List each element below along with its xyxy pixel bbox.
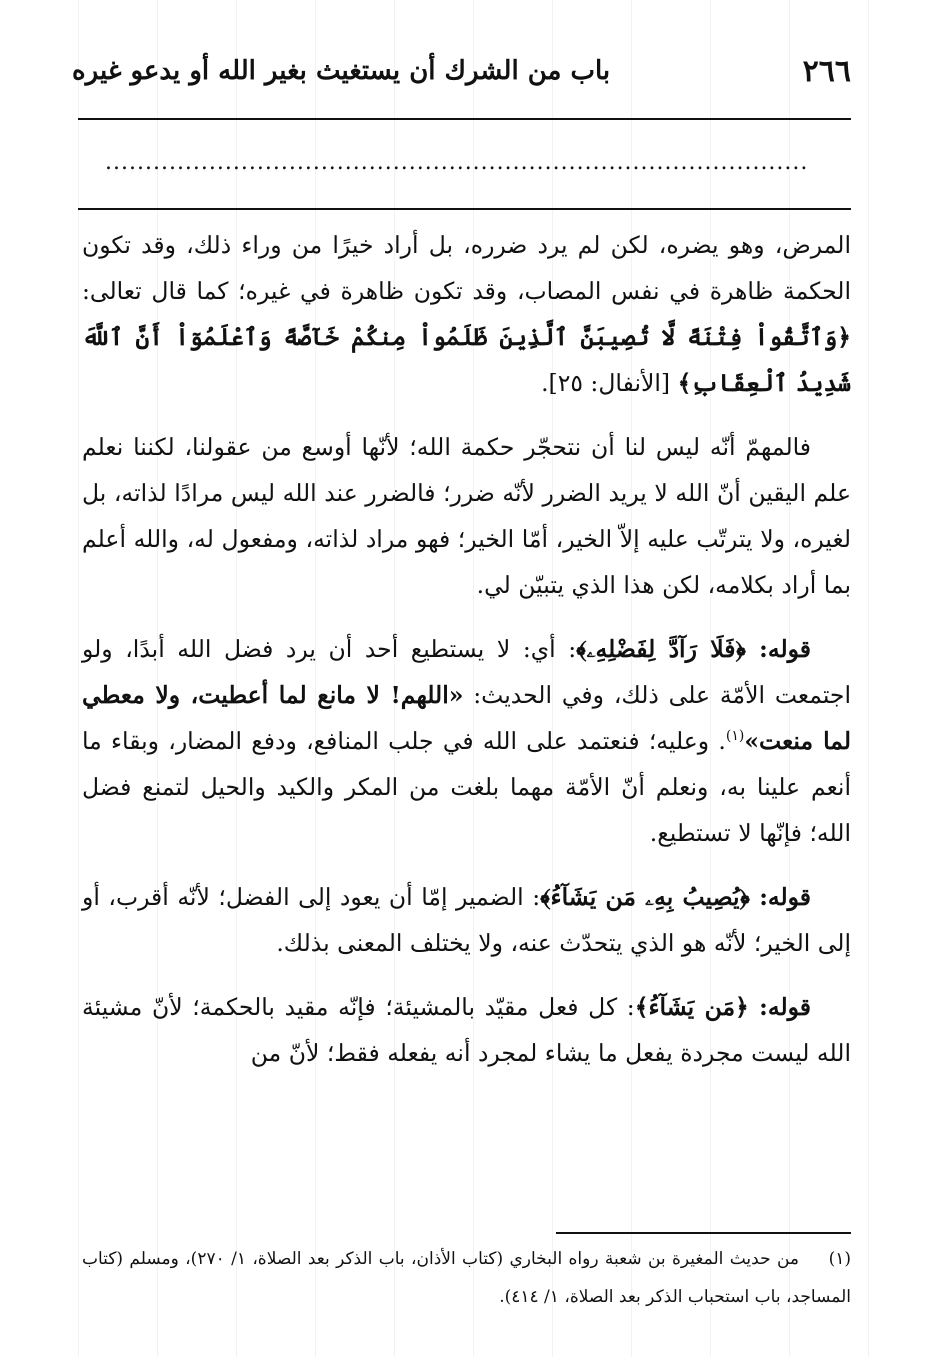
chapter-title: باب من الشرك أن يستغيث بغير الله أو يدعو غيره (72, 56, 611, 86)
footnote-rule (556, 1232, 851, 1234)
quran-verse: ﴿يُصِيبُ بِهِۦ مَن يَشَآءُ﴾ (540, 883, 750, 911)
paragraph-1 (82, 222, 851, 406)
paragraph-3 (82, 626, 851, 856)
quran-verse: ﴿مَن يَشَآءُ﴾ (634, 993, 749, 1021)
paragraph-4 (82, 874, 851, 966)
quran-verse: ﴿وَٱتَّقُواْ فِتْنَةً لَّا تُصِيبَنَّ ٱلَّذِينَ ظَلَمُواْ مِنكُمْ خَآصَّةً وَٱعْلَمُوٓاْ أَنَّ ٱللَّهَ شَدِيدُ ٱلْعِقَابِ﴾ (82, 323, 851, 397)
footnote-text: من حديث المغيرة بن شعبة رواه البخاري (كتاب الأذان، باب الذكر بعد الصلاة، ١/ ٢٧٠)، ومسلم (كتاب المساجد، باب استحباب الذكر بعد الصلاة، ١/ ٤١٤). (82, 1249, 851, 1307)
paragraph-2 (82, 424, 851, 608)
qawluhu-label: قوله: (748, 993, 811, 1021)
page-number: ٢٦٦ (802, 54, 851, 89)
quran-verse: ﴿فَلَا رَآدَّ لِفَضْلِهِۦ﴾ (576, 635, 746, 663)
footnote-reference: (١) (725, 728, 745, 745)
continuation-dots: ........................................................................................ (105, 150, 809, 175)
footnote-marker: (١) (828, 1249, 851, 1269)
paragraph-3-rest: . وعليه؛ فنعتمد على الله في جلب المنافع، ودفع المضار، وبقاء ما أنعم علينا به، ونعلم أنّ الأمّة مهما بلغت من المكر والكيد والحيل لتمنع فضل الله؛ فإنّها لا تستطيع. (82, 727, 851, 847)
paragraph-4-text: : الضمير إمّا أن يعود إلى الفضل؛ لأنّه أقرب، أو إلى الخير؛ لأنّه هو الذي يتحدّث عنه، ولا يختلف المعنى بذلك. (82, 883, 851, 957)
paragraph-1-text: المرض، وهو يضره، لكن لم يرد ضرره، بل أراد خيرًا من وراء ذلك، وقد تكون الحكمة ظاهرة في نفس المصاب، وقد تكون ظاهرة في غيره؛ كما قال تعالى: (82, 231, 851, 305)
section-rule (78, 208, 851, 210)
qawluhu-label: قوله: (749, 883, 811, 911)
paragraph-5 (82, 984, 851, 1076)
body-text (82, 222, 851, 1094)
page-header (72, 48, 851, 108)
qawluhu-label: قوله: (745, 635, 811, 663)
header-rule (78, 118, 851, 120)
paragraph-3-text: : أي: لا يستطيع أحد أن يرد فضل الله أبدًا، ولو اجتمعت الأمّة على ذلك، وفي الحديث: (82, 635, 851, 709)
footnote (82, 1240, 851, 1316)
verse-reference: [الأنفال: ٢٥]. (541, 369, 678, 397)
hadith-quote: «اللهم! لا مانع لما أعطيت، ولا معطي لما منعت» (82, 681, 851, 755)
paragraph-5-text: : كل فعل مقيّد بالمشيئة؛ فإنّه مقيد بالحكمة؛ لأنّ مشيئة الله ليست مجردة يفعل ما يشاء لمجرد أنه يفعله فقط؛ لأنّ من (82, 993, 851, 1067)
paragraph-2-text: فالمهمّ أنّه ليس لنا أن نتحجّر حكمة الله؛ لأنّها أوسع من عقولنا، لكننا نعلم علم اليقين أنّ الله لا يريد الضرر لأنّه ضرر؛ فالضرر عند الله ليس مرادًا لذاته، بل لغيره، ولا يترتّب عليه إلاّ الخير، أمّا الخير؛ فهو مراد لذاته، ومفعول له، والله أعلم بما أراد بكلامه، لكن هذا الذي يتبيّن لي. (82, 433, 851, 599)
